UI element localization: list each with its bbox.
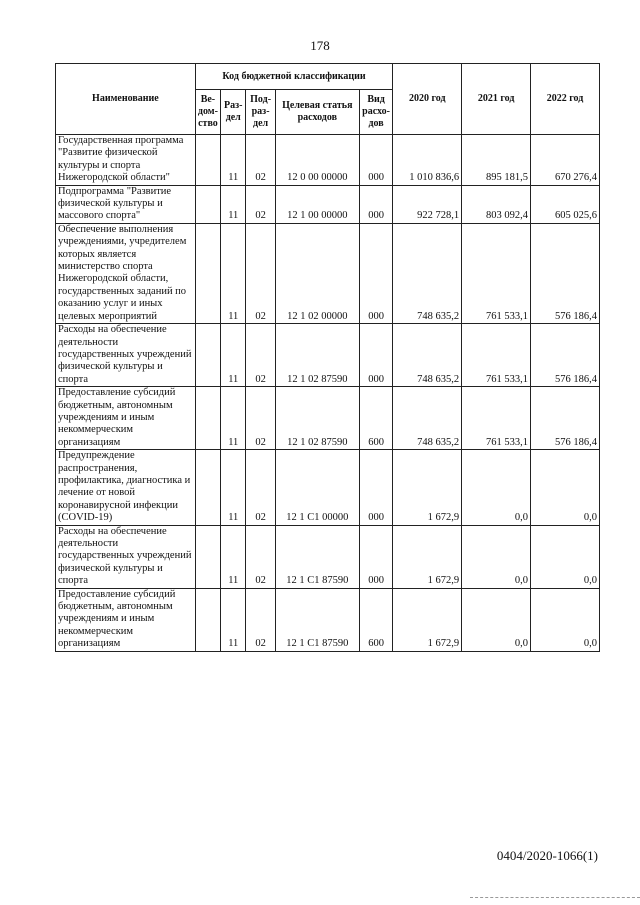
row-2020: 748 635,2 bbox=[393, 223, 462, 323]
row-ved bbox=[195, 185, 220, 223]
row-podrazdel: 02 bbox=[246, 223, 275, 323]
row-2021: 761 533,1 bbox=[462, 387, 531, 450]
row-tselevaya: 12 1 00 00000 bbox=[275, 185, 359, 223]
row-podrazdel: 02 bbox=[246, 135, 275, 186]
header-2021: 2021 год bbox=[462, 64, 531, 135]
row-tselevaya: 12 0 00 00000 bbox=[275, 135, 359, 186]
row-2022: 605 025,6 bbox=[531, 185, 600, 223]
page-number: 178 bbox=[310, 38, 330, 53]
row-name: Подпрограмма "Развитие физической культуры и массового спорта" bbox=[56, 185, 196, 223]
row-2020: 1 672,9 bbox=[393, 525, 462, 588]
header-2020: 2020 год bbox=[393, 64, 462, 135]
row-name: Обеспечение выполнения учреждениями, учредителем которых является министерство спорта Нижегородской области, государственных заданий по оказанию услуг и иных целевых мероприятий bbox=[56, 223, 196, 323]
row-tselevaya: 12 1 C1 00000 bbox=[275, 450, 359, 525]
row-podrazdel: 02 bbox=[246, 588, 275, 651]
header-name: Наименование bbox=[56, 64, 196, 135]
row-podrazdel: 02 bbox=[246, 450, 275, 525]
row-vid: 000 bbox=[359, 525, 392, 588]
row-ved bbox=[195, 588, 220, 651]
document-code: 0404/2020-1066(1) bbox=[496, 848, 598, 863]
header-classification: Код бюджетной классификации bbox=[195, 64, 393, 90]
row-2020: 1 672,9 bbox=[393, 588, 462, 651]
table-row bbox=[56, 135, 600, 186]
row-name: Расходы на обеспечение деятельности государственных учреждений физической культуры и спорта bbox=[56, 324, 196, 387]
header-tselevaya: Целевая статья расходов bbox=[275, 90, 359, 135]
row-ved bbox=[195, 525, 220, 588]
table-row bbox=[56, 588, 600, 651]
footer-divider bbox=[470, 897, 640, 899]
row-2020: 1 672,9 bbox=[393, 450, 462, 525]
row-podrazdel: 02 bbox=[246, 525, 275, 588]
row-2021: 0,0 bbox=[462, 525, 531, 588]
header-vid: Вид расхо-дов bbox=[359, 90, 392, 135]
row-2021: 803 092,4 bbox=[462, 185, 531, 223]
row-2021: 0,0 bbox=[462, 588, 531, 651]
header-razdel: Раз-дел bbox=[221, 90, 246, 135]
row-2022: 0,0 bbox=[531, 588, 600, 651]
row-2021: 0,0 bbox=[462, 450, 531, 525]
row-ved bbox=[195, 324, 220, 387]
row-podrazdel: 02 bbox=[246, 387, 275, 450]
row-name: Расходы на обеспечение деятельности государственных учреждений физической культуры и спорта bbox=[56, 525, 196, 588]
row-tselevaya: 12 1 02 87590 bbox=[275, 387, 359, 450]
row-2020: 748 635,2 bbox=[393, 324, 462, 387]
row-vid: 000 bbox=[359, 185, 392, 223]
row-2022: 576 186,4 bbox=[531, 387, 600, 450]
row-razdel: 11 bbox=[221, 223, 246, 323]
row-2021: 761 533,1 bbox=[462, 324, 531, 387]
row-razdel: 11 bbox=[221, 135, 246, 186]
row-name: Государственная программа "Развитие физической культуры и спорта Нижегородской области" bbox=[56, 135, 196, 186]
row-vid: 000 bbox=[359, 450, 392, 525]
row-tselevaya: 12 1 C1 87590 bbox=[275, 588, 359, 651]
row-vid: 600 bbox=[359, 387, 392, 450]
row-ved bbox=[195, 387, 220, 450]
table-row bbox=[56, 525, 600, 588]
header-podrazdel: Под-раз-дел bbox=[246, 90, 275, 135]
row-name: Предоставление субсидий бюджетным, автономным учреждениям и иным некоммерческим организациям bbox=[56, 387, 196, 450]
row-razdel: 11 bbox=[221, 185, 246, 223]
header-vedomstvo: Ве-дом-ство bbox=[195, 90, 220, 135]
row-razdel: 11 bbox=[221, 588, 246, 651]
row-podrazdel: 02 bbox=[246, 185, 275, 223]
row-razdel: 11 bbox=[221, 324, 246, 387]
row-name: Предупреждение распространения, профилактика, диагностика и лечение от новой коронавирусной инфекции (COVID-19) bbox=[56, 450, 196, 525]
row-razdel: 11 bbox=[221, 525, 246, 588]
row-podrazdel: 02 bbox=[246, 324, 275, 387]
row-vid: 600 bbox=[359, 588, 392, 651]
row-2022: 0,0 bbox=[531, 525, 600, 588]
row-tselevaya: 12 1 C1 87590 bbox=[275, 525, 359, 588]
row-vid: 000 bbox=[359, 324, 392, 387]
row-2022: 670 276,4 bbox=[531, 135, 600, 186]
table-row bbox=[56, 223, 600, 323]
table-row bbox=[56, 185, 600, 223]
row-name: Предоставление субсидий бюджетным, автономным учреждениям и иным некоммерческим организациям bbox=[56, 588, 196, 651]
row-tselevaya: 12 1 02 00000 bbox=[275, 223, 359, 323]
row-2022: 576 186,4 bbox=[531, 223, 600, 323]
row-2021: 761 533,1 bbox=[462, 223, 531, 323]
row-ved bbox=[195, 223, 220, 323]
row-2021: 895 181,5 bbox=[462, 135, 531, 186]
header-2022: 2022 год bbox=[531, 64, 600, 135]
table-row bbox=[56, 387, 600, 450]
row-2020: 922 728,1 bbox=[393, 185, 462, 223]
budget-table bbox=[55, 63, 600, 652]
row-tselevaya: 12 1 02 87590 bbox=[275, 324, 359, 387]
row-vid: 000 bbox=[359, 223, 392, 323]
row-2022: 576 186,4 bbox=[531, 324, 600, 387]
row-ved bbox=[195, 135, 220, 186]
table-row bbox=[56, 450, 600, 525]
row-razdel: 11 bbox=[221, 450, 246, 525]
row-razdel: 11 bbox=[221, 387, 246, 450]
table-row bbox=[56, 324, 600, 387]
row-2020: 1 010 836,6 bbox=[393, 135, 462, 186]
row-2020: 748 635,2 bbox=[393, 387, 462, 450]
row-2022: 0,0 bbox=[531, 450, 600, 525]
row-ved bbox=[195, 450, 220, 525]
row-vid: 000 bbox=[359, 135, 392, 186]
